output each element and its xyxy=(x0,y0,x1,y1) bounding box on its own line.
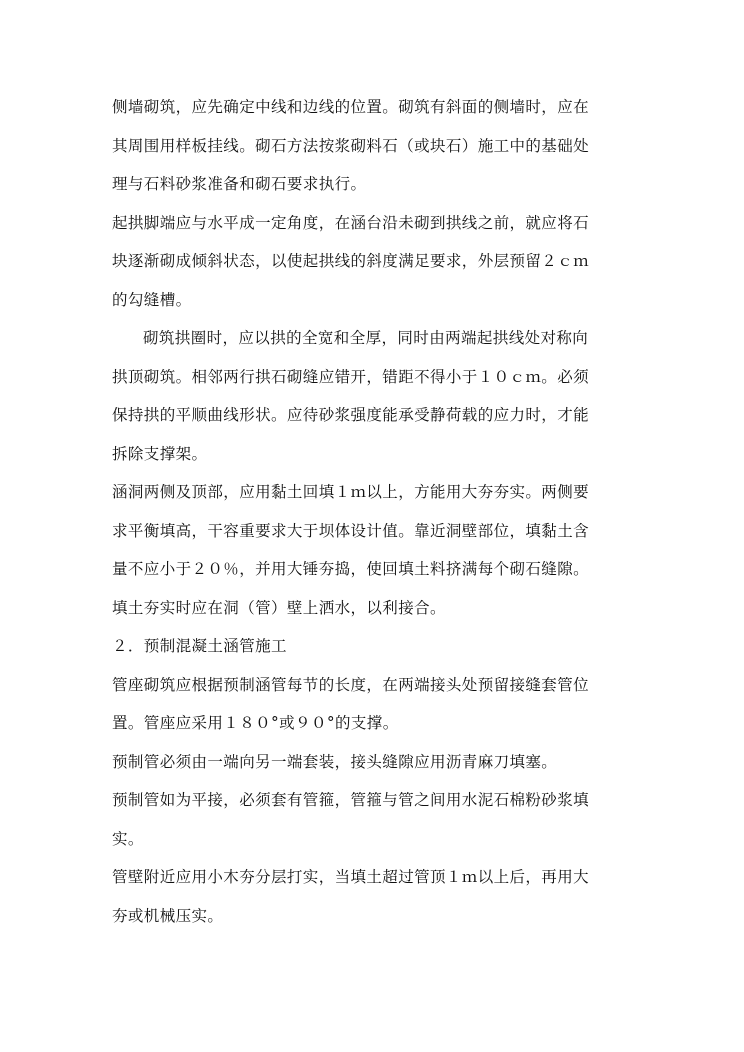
text-line: 块逐渐砌成倾斜状态，以使起拱线的斜度满足要求，外层预留２ｃｍ xyxy=(112,252,590,270)
document-body xyxy=(112,88,632,935)
text-line: 管座砌筑应根据预制涵管每节的长度，在两端接头处预留接缝套管位 xyxy=(112,675,590,694)
text-line: 实。 xyxy=(112,829,144,848)
text-line: 的勾缝槽。 xyxy=(112,290,192,309)
text-line: 起拱脚端应与水平成一定角度，在涵台沿未砌到拱线之前，就应将石 xyxy=(112,213,590,232)
text-line: 置。管座应采用１８０°或９０°的支撑。 xyxy=(112,714,399,732)
text-line: 预制管必须由一端向另一端套装，接头缝隙应用沥青麻刀填塞。 xyxy=(112,752,558,771)
text-line: 夯或机械压实。 xyxy=(112,906,224,925)
text-line: 理与石料砂浆准备和砌石要求执行。 xyxy=(112,175,367,193)
text-line: 涵洞两侧及顶部，应用黏土回填１ｍ以上，方能用大夯夯实。两侧要 xyxy=(112,483,590,501)
text-line: 求平衡填高，干容重要求大于坝体设计值。靠近洞壁部位，填黏土含 xyxy=(112,521,590,540)
text-line-indented: 砌筑拱圈时，应以拱的全宽和全厚，同时由两端起拱线处对称向 xyxy=(143,329,589,347)
text-line: 量不应小于２０％，并用大锤夯捣，使回填土料挤满每个砌石缝隙。 xyxy=(112,560,590,578)
text-line: 拱顶砌筑。相邻两行拱石砌缝应错开，错距不得小于１０ｃｍ。必须 xyxy=(112,367,590,386)
text-line: 其周围用样板挂线。砌石方法按浆砌料石（或块石）施工中的基础处 xyxy=(112,136,590,155)
text-line: 保持拱的平顺曲线形状。应待砂浆强度能承受静荷载的应力时，才能 xyxy=(112,406,590,424)
text-line: 填土夯实时应在洞（管）壁上洒水，以利接合。 xyxy=(112,598,446,617)
section-heading: ２．预制混凝土涵管施工 xyxy=(112,637,287,655)
text-line: 侧墙砌筑，应先确定中线和边线的位置。砌筑有斜面的侧墙时，应在 xyxy=(112,98,590,116)
text-line: 拆除支撑架。 xyxy=(112,444,208,463)
text-line: 管壁附近应用小木夯分层打实，当填土超过管顶１ｍ以上后，再用大 xyxy=(112,868,590,886)
text-line: 预制管如为平接，必须套有管箍，管箍与管之间用水泥石棉粉砂浆填 xyxy=(112,791,590,809)
